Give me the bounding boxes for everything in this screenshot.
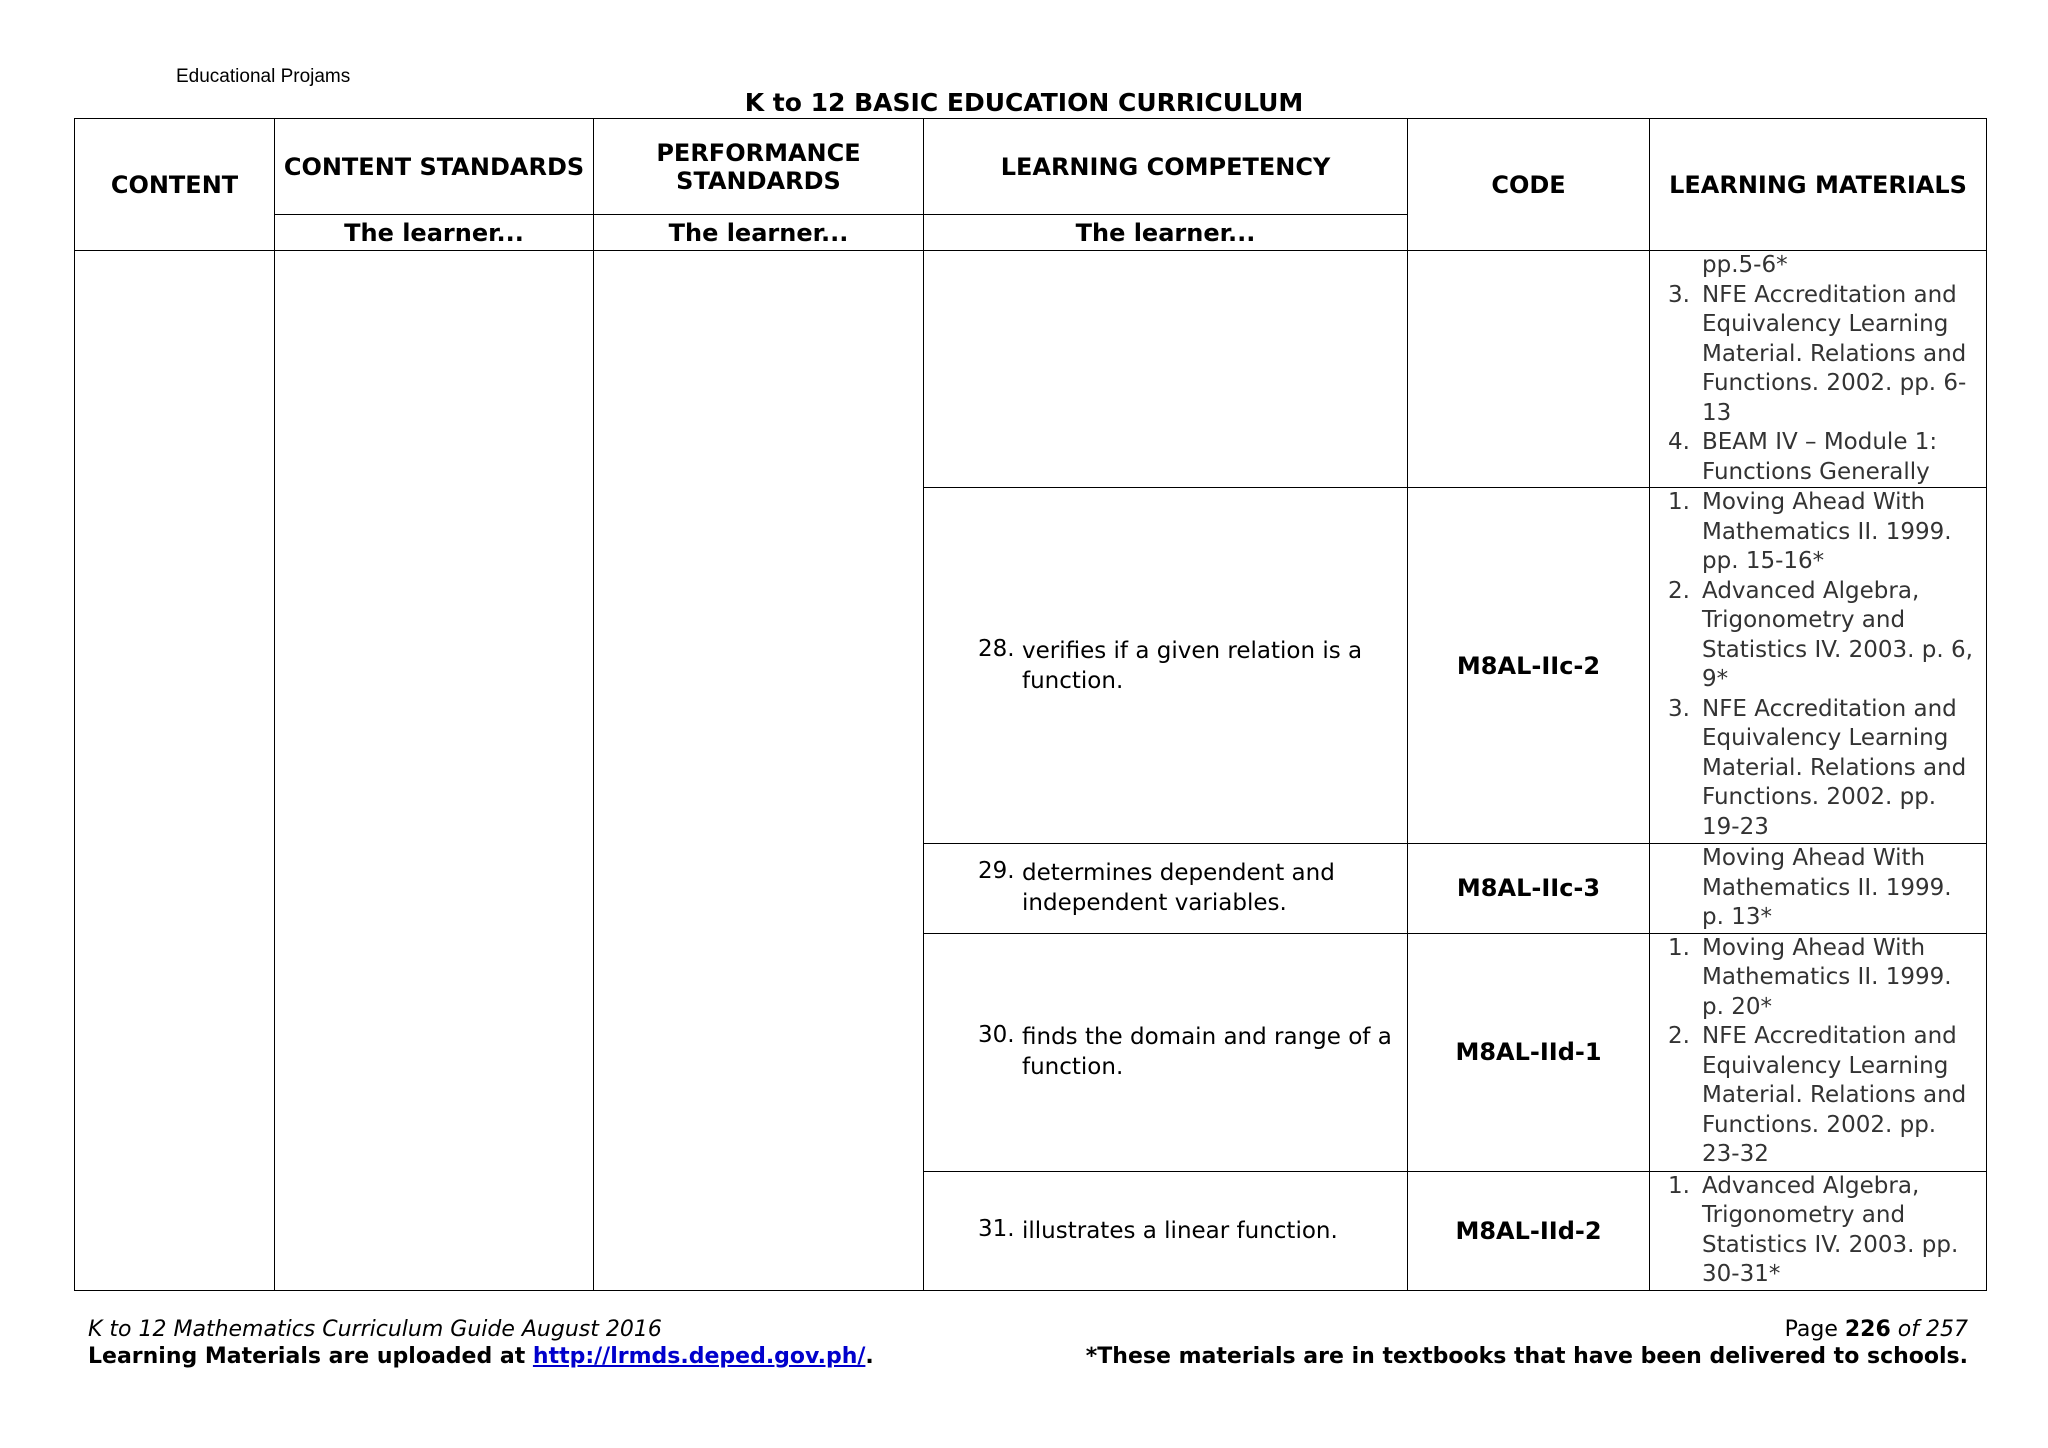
material-text: NFE Accreditation and Equivalency Learning Material. Relations and Functions. 2002. pp. 23-32 xyxy=(1702,1023,1967,1167)
material-num: 1. xyxy=(1668,489,1690,515)
material-num: 2. xyxy=(1668,577,1690,604)
code-cell: M8AL-IId-2 xyxy=(1408,1171,1650,1290)
list-item xyxy=(1668,488,1978,577)
material-text: NFE Accreditation and Equivalency Learning Material. Relations and Functions. 2002. pp. 6-13 xyxy=(1702,281,1967,426)
competency-text: illustrates a linear function. xyxy=(1022,1217,1338,1244)
competency-cell xyxy=(924,1171,1408,1290)
competency-cell xyxy=(924,488,1408,844)
code-cell: M8AL-IIc-3 xyxy=(1408,844,1650,934)
learner-label-lc: The learner... xyxy=(924,215,1408,251)
textbook-note: *These materials are in textbooks that have been delivered to schools. xyxy=(1085,1344,1968,1369)
material-num: 1. xyxy=(1668,934,1690,961)
materials-cell xyxy=(1650,488,1987,844)
header-content: CONTENT xyxy=(75,119,275,251)
code-cell: M8AL-IIc-2 xyxy=(1408,488,1650,844)
uploaded-prefix: Learning Materials are uploaded at xyxy=(88,1344,533,1369)
learner-label-ps: The learner... xyxy=(594,215,924,251)
list-item xyxy=(1668,934,1978,1023)
competency-number: 31. xyxy=(978,1215,1015,1242)
header-learning-competency: LEARNING COMPETENCY xyxy=(924,119,1408,215)
material-text: Moving Ahead With Mathematics II. 1999. pp. 15-16* xyxy=(1702,489,1952,574)
content-standards-cell xyxy=(275,251,594,1291)
competency-text: finds the domain and range of a function. xyxy=(1022,1024,1392,1080)
competency-cell xyxy=(924,251,1408,488)
footer-left xyxy=(88,1316,874,1370)
list-item xyxy=(1668,577,1978,695)
materials-cell xyxy=(1650,933,1987,1171)
material-lead: pp.5-6* xyxy=(1702,252,1788,278)
competency-cell xyxy=(924,844,1408,934)
material-text: Moving Ahead With Mathematics II. 1999. p. 20* xyxy=(1702,934,1952,1020)
code-cell xyxy=(1408,251,1650,488)
table-row xyxy=(75,251,1987,488)
materials-cell xyxy=(1650,251,1987,488)
list-item xyxy=(1668,695,1978,843)
material-num: 4. xyxy=(1668,429,1690,455)
list-item xyxy=(1668,1022,1978,1170)
page-title: K to 12 BASIC EDUCATION CURRICULUM xyxy=(744,88,1304,117)
watermark: Educational Projams xyxy=(176,66,351,87)
material-num: 1. xyxy=(1668,1172,1690,1199)
material-text: BEAM IV – Module 1: Functions Generally xyxy=(1702,429,1938,485)
material-num: 2. xyxy=(1668,1023,1690,1049)
material-num: 3. xyxy=(1668,695,1690,722)
uploaded-suffix: . xyxy=(865,1344,874,1369)
performance-standards-cell xyxy=(594,251,924,1291)
page-current: 226 xyxy=(1844,1317,1891,1342)
competency-number: 30. xyxy=(978,1022,1015,1048)
competency-cell xyxy=(924,933,1408,1171)
competency-text: verifies if a given relation is a function. xyxy=(1022,637,1363,694)
material-text: NFE Accreditation and Equivalency Learning Material. Relations and Functions. 2002. pp. 19-23 xyxy=(1702,695,1967,840)
learner-label-cs: The learner... xyxy=(275,215,594,251)
uploaded-note xyxy=(88,1343,874,1370)
material-text: Advanced Algebra, Trigonometry and Statistics IV. 2003. p. 6, 9* xyxy=(1702,577,1973,692)
list-item xyxy=(1668,281,1978,429)
page-number xyxy=(1086,1316,1968,1343)
header-code: CODE xyxy=(1408,119,1650,251)
materials-cell xyxy=(1650,844,1987,934)
lrmds-link[interactable]: http://lrmds.deped.gov.ph/ xyxy=(532,1344,866,1369)
list-item xyxy=(1668,428,1978,487)
competency-number: 29. xyxy=(978,858,1015,885)
competency-text: determines dependent and independent variables. xyxy=(1022,860,1335,917)
list-item xyxy=(1668,1172,1978,1290)
header-learning-materials: LEARNING MATERIALS xyxy=(1650,119,1987,251)
materials-cell xyxy=(1650,1171,1987,1290)
code-cell: M8AL-IId-1 xyxy=(1408,933,1650,1171)
footer-right xyxy=(1086,1316,1968,1370)
material-text: Advanced Algebra, Trigonometry and Statistics IV. 2003. pp. 30-31* xyxy=(1702,1172,1959,1287)
header-content-standards: CONTENT STANDARDS xyxy=(275,119,594,215)
guide-caption: K to 12 Mathematics Curriculum Guide August 2016 xyxy=(88,1317,662,1342)
material-lead: Moving Ahead With Mathematics II. 1999. p. 13* xyxy=(1702,845,1952,930)
curriculum-table xyxy=(74,118,1987,1291)
page-label: Page xyxy=(1784,1317,1845,1342)
header-performance-standards: PERFORMANCE STANDARDS xyxy=(594,119,924,215)
content-cell xyxy=(75,251,275,1291)
competency-number: 28. xyxy=(978,635,1015,662)
material-num: 3. xyxy=(1668,281,1690,308)
page-total: of 257 xyxy=(1890,1317,1968,1342)
